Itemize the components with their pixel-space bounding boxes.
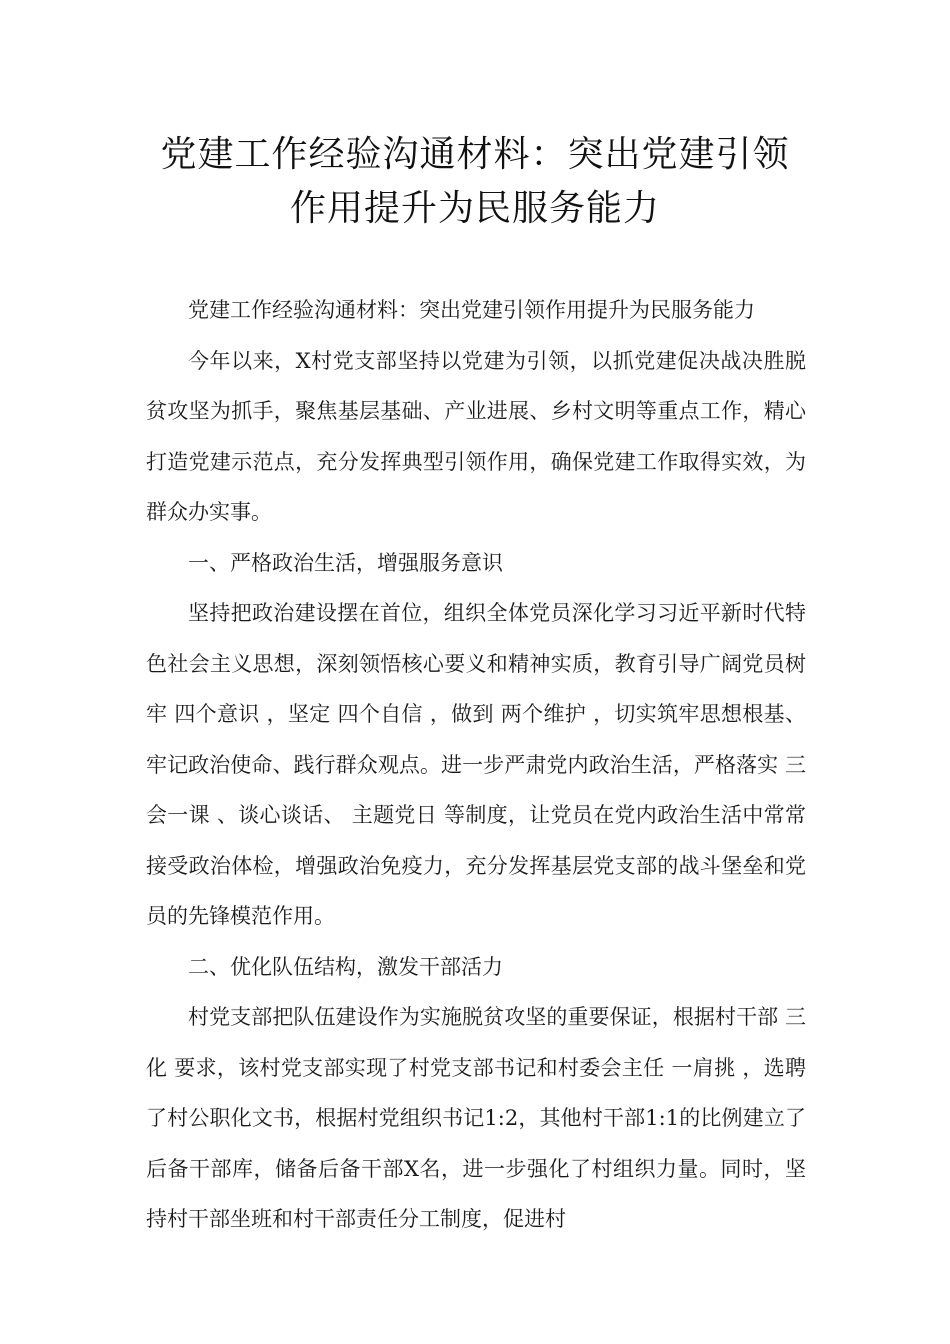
section-2-paragraph: 村党支部把队伍建设作为实施脱贫攻坚的重要保证，根据村干部 三化 要求，该村党支部实现了村党支部书记和村委会主任 一肩挑 ，选聘了村公职化文书，根据村党组织书记1:2，其他村干部1:1的比例建立了后备干部库，储备后备干部X名，进一步强化了村组织力量。同时，坚持村干部坐班和村干部责任分工制度，促进村 [146,1005,806,1231]
title-line-1: 党建工作经验沟通材料：突出党建引领 [160,134,790,175]
document-title [140,128,810,236]
section-heading-2: 二、优化队伍结构，激发干部活力 [188,954,503,979]
intro-paragraph: 今年以来，X村党支部坚持以党建为引领，以抓党建促决战决胜脱贫攻坚为抓手，聚焦基层基础、产业进展、乡村文明等重点工作，精心打造党建示范点，充分发挥典型引领作用，确保党建工作取得实效，为群众办实事。 [146,348,806,524]
section-heading-1: 一、严格政治生活，增强服务意识 [188,550,503,575]
section-1-paragraph: 坚持把政治建设摆在首位，组织全体党员深化学习习近平新时代特色社会主义思想，深刻领悟核心要义和精神实质，教育引导广阔党员树牢 四个意识 ，坚定 四个自信 ，做到 两个维护 ，切实筑牢思想根基、牢记政治使命、践行群众观点。进一步严肃党内政治生活，严格落实 三会一课 、谈心谈话、 主题党日 等制度，让党员在党内政治生活中常常接受政治体检，增强政治免疫力，充分发挥基层党支部的战斗堡垒和党员的先锋模范作用。 [146,601,806,928]
title-line-2: 作用提升为民服务能力 [289,188,660,229]
document-body [146,285,806,1245]
subtitle-paragraph: 党建工作经验沟通材料：突出党建引领作用提升为民服务能力 [188,298,755,322]
